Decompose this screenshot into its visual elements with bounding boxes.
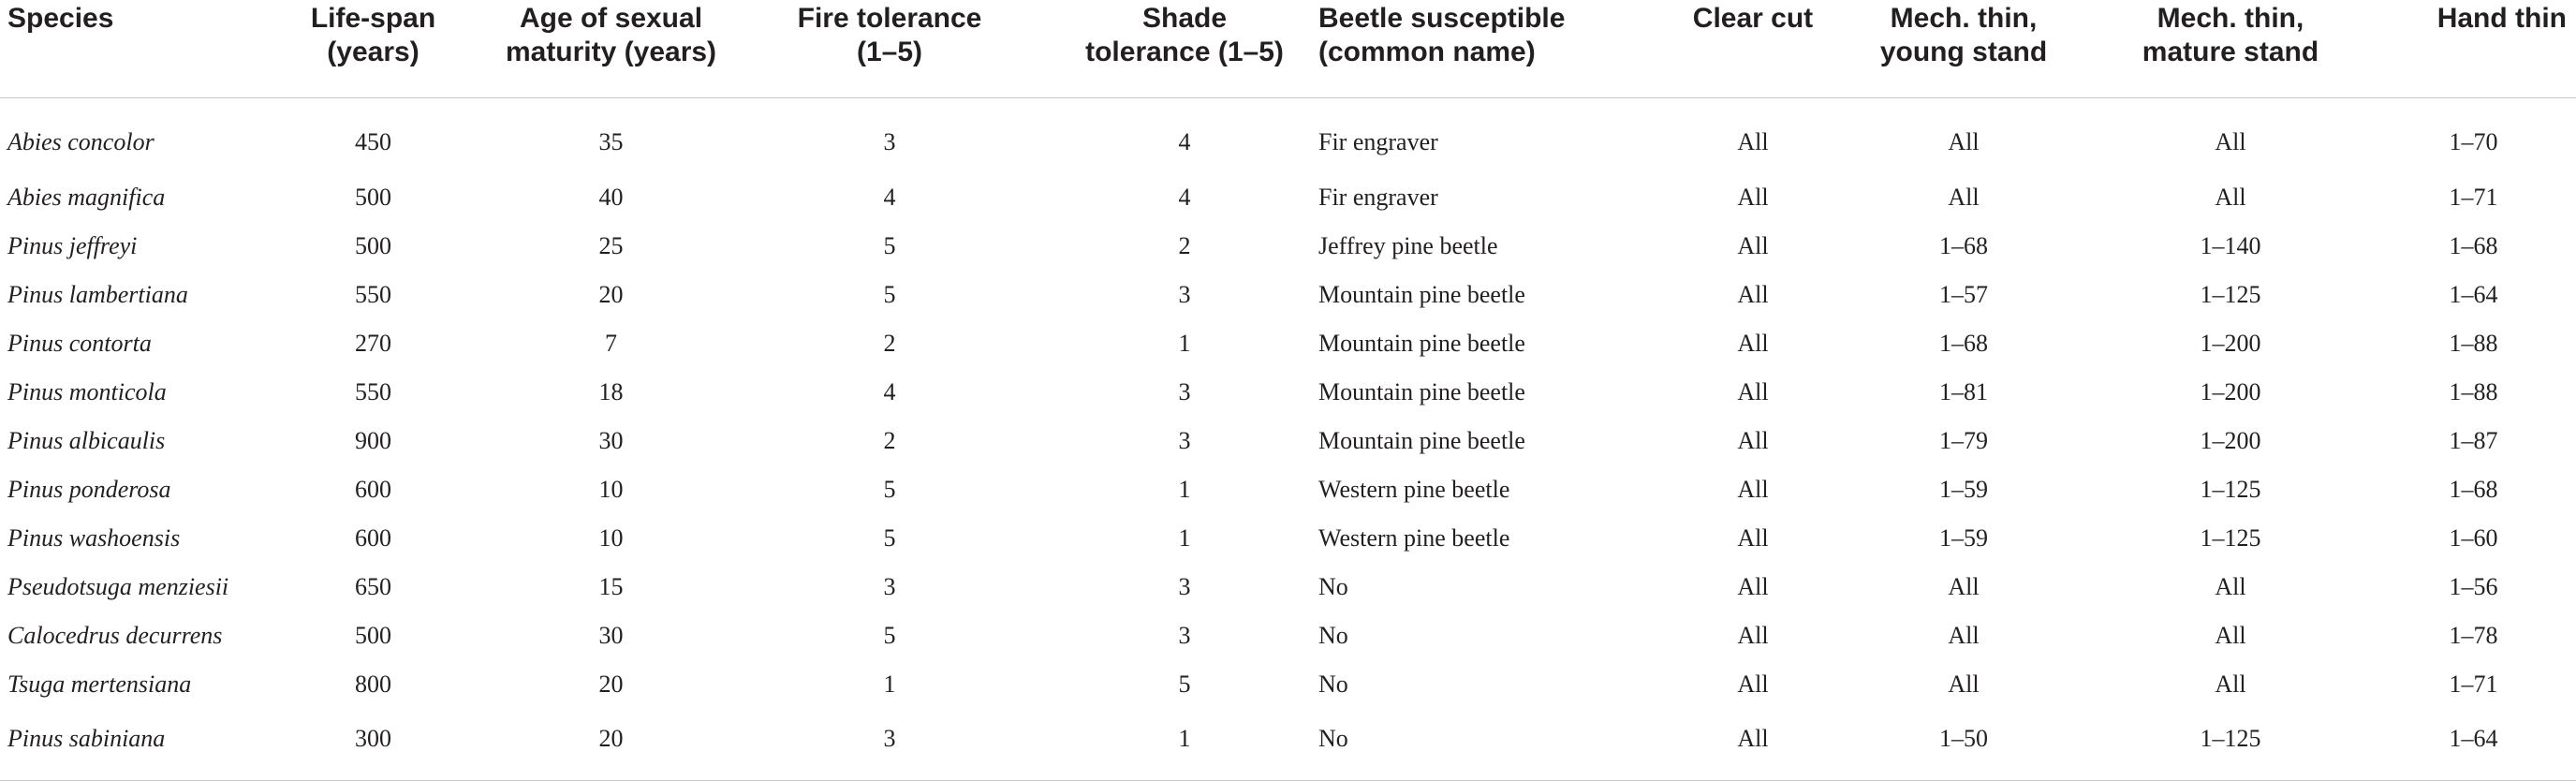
cell-fire-tolerance: 2 <box>883 329 896 357</box>
cell-shade-tolerance: 1 <box>1178 475 1191 503</box>
cell-fire-tolerance: 4 <box>883 377 896 405</box>
cell-hand-thin: 1–88 <box>2449 377 2498 405</box>
cell-shade-tolerance: 1 <box>1178 329 1191 357</box>
column-header-text: Life-span <box>310 3 436 34</box>
cell-beetle-susceptible: Western pine beetle <box>1318 475 1510 503</box>
table-row <box>0 222 2576 271</box>
cell-mech-thin-mature: 1–125 <box>2200 280 2261 308</box>
table-row <box>0 173 2576 222</box>
cell-life-span: 900 <box>355 426 391 454</box>
cell-beetle-susceptible: Western pine beetle <box>1318 523 1510 552</box>
cell-shade-tolerance: 4 <box>1178 127 1191 155</box>
cell-mech-thin-mature: All <box>2215 621 2246 649</box>
cell-shade-tolerance: 1 <box>1178 523 1191 552</box>
cell-age-of-maturity: 35 <box>598 127 624 155</box>
cell-age-of-maturity: 30 <box>598 426 624 454</box>
cell-shade-tolerance: 1 <box>1058 709 1311 781</box>
cell-species: Abies magnifica <box>7 183 166 211</box>
table-body <box>0 97 2576 780</box>
column-header-text: tolerance (1–5) <box>1085 37 1284 67</box>
cell-mech-thin-mature: 1–125 <box>2090 709 2371 781</box>
table-row <box>0 319 2576 368</box>
cell-clear-cut: All <box>1737 127 1769 155</box>
column-header-text: mature stand <box>2142 37 2319 67</box>
cell-species: Calocedrus decurrens <box>7 621 223 649</box>
column-header-text: Clear cut <box>1692 3 1814 34</box>
cell-shade-tolerance: 3 <box>1178 280 1191 308</box>
column-header-mech-thin-mature <box>2090 0 2371 97</box>
column-header-mech-thin-young <box>1837 0 2090 97</box>
column-header-clear-cut <box>1669 0 1837 97</box>
cell-beetle-susceptible: Mountain pine beetle <box>1318 377 1525 405</box>
cell-hand-thin: 1–71 <box>2449 670 2498 698</box>
column-header-species <box>0 0 245 97</box>
cell-clear-cut: All <box>1737 426 1769 454</box>
cell-fire-tolerance: 3 <box>883 127 896 155</box>
cell-hand-thin: 1–60 <box>2449 523 2498 552</box>
table-row <box>0 612 2576 660</box>
cell-age-of-maturity: 20 <box>598 670 624 698</box>
cell-life-span: 300 <box>245 709 501 781</box>
cell-shade-tolerance: 4 <box>1178 183 1191 211</box>
cell-life-span: 500 <box>355 621 391 649</box>
cell-shade-tolerance: 3 <box>1178 572 1191 600</box>
cell-mech-thin-mature: 1–125 <box>2200 475 2261 503</box>
cell-life-span: 650 <box>355 572 391 600</box>
header-row <box>0 0 2576 97</box>
column-header-hand-thin <box>2371 0 2576 97</box>
cell-species: Pinus monticola <box>7 377 167 405</box>
cell-age-of-maturity: 18 <box>598 377 624 405</box>
cell-species: Abies concolor <box>7 127 155 155</box>
cell-hand-thin: 1–68 <box>2449 231 2498 259</box>
cell-age-of-maturity: 20 <box>501 709 721 781</box>
cell-fire-tolerance: 4 <box>883 183 896 211</box>
cell-species: Pinus jeffreyi <box>7 231 138 259</box>
cell-hand-thin: 1–56 <box>2449 572 2498 600</box>
cell-hand-thin: 1–64 <box>2449 280 2498 308</box>
cell-age-of-maturity: 20 <box>598 280 624 308</box>
cell-clear-cut: All <box>1737 183 1769 211</box>
cell-species: Pinus ponderosa <box>7 475 171 503</box>
column-header-text: (1–5) <box>856 37 923 67</box>
cell-mech-thin-young: All <box>1948 183 1980 211</box>
cell-hand-thin: 1–71 <box>2449 183 2498 211</box>
table-header <box>0 0 2576 97</box>
cell-clear-cut: All <box>1669 709 1837 781</box>
cell-hand-thin: 1–78 <box>2449 621 2498 649</box>
cell-mech-thin-mature: 1–125 <box>2200 523 2261 552</box>
cell-mech-thin-mature: 1–200 <box>2200 426 2261 454</box>
column-header-shade-tolerance <box>1058 0 1311 97</box>
cell-mech-thin-young: All <box>1948 670 1980 698</box>
cell-age-of-maturity: 10 <box>598 523 624 552</box>
column-header-text: Hand thin <box>2436 3 2567 34</box>
cell-species: Pinus lambertiana <box>7 280 188 308</box>
cell-fire-tolerance: 5 <box>883 475 896 503</box>
cell-mech-thin-young: 1–81 <box>1939 377 1988 405</box>
column-header-text: maturity (years) <box>505 37 717 67</box>
cell-clear-cut: All <box>1737 377 1769 405</box>
column-header-text: Shade <box>1141 3 1228 34</box>
cell-age-of-maturity: 40 <box>598 183 624 211</box>
cell-species: Pinus albicaulis <box>7 426 166 454</box>
cell-shade-tolerance: 3 <box>1178 426 1191 454</box>
cell-mech-thin-young: 1–50 <box>1837 709 2090 781</box>
cell-age-of-maturity: 10 <box>598 475 624 503</box>
cell-hand-thin: 1–70 <box>2449 127 2498 155</box>
cell-fire-tolerance: 5 <box>883 523 896 552</box>
cell-mech-thin-young: 1–59 <box>1939 475 1988 503</box>
cell-clear-cut: All <box>1737 231 1769 259</box>
cell-shade-tolerance: 2 <box>1178 231 1191 259</box>
cell-shade-tolerance: 5 <box>1178 670 1191 698</box>
cell-fire-tolerance: 3 <box>883 572 896 600</box>
cell-life-span: 500 <box>355 231 391 259</box>
cell-shade-tolerance: 3 <box>1178 621 1191 649</box>
cell-clear-cut: All <box>1737 621 1769 649</box>
cell-fire-tolerance: 2 <box>883 426 896 454</box>
cell-beetle-susceptible: No <box>1318 670 1348 698</box>
column-header-text: Age of sexual <box>519 3 703 34</box>
column-header-fire-tolerance <box>721 0 1058 97</box>
table-row <box>0 271 2576 319</box>
cell-mech-thin-young: All <box>1948 621 1980 649</box>
cell-fire-tolerance: 1 <box>883 670 896 698</box>
cell-species: Pinus washoensis <box>7 523 181 552</box>
cell-mech-thin-mature: All <box>2215 183 2246 211</box>
column-header-beetle-susceptible <box>1311 0 1669 97</box>
table-row <box>0 660 2576 709</box>
column-header-text: Mech. thin, <box>2156 3 2304 34</box>
cell-beetle-susceptible: Fir engraver <box>1318 127 1438 155</box>
cell-species: Pinus contorta <box>7 329 152 357</box>
cell-age-of-maturity: 15 <box>598 572 624 600</box>
cell-mech-thin-young: 1–68 <box>1939 231 1988 259</box>
table-row <box>0 709 2576 781</box>
cell-beetle-susceptible: No <box>1318 621 1348 649</box>
cell-beetle-susceptible: Mountain pine beetle <box>1318 280 1525 308</box>
cell-life-span: 500 <box>355 183 391 211</box>
cell-fire-tolerance: 5 <box>883 621 896 649</box>
cell-age-of-maturity: 30 <box>598 621 624 649</box>
cell-clear-cut: All <box>1737 572 1769 600</box>
table-row <box>0 97 2576 173</box>
cell-life-span: 800 <box>355 670 391 698</box>
column-header-text: young stand <box>1879 37 2048 67</box>
cell-clear-cut: All <box>1737 523 1769 552</box>
cell-mech-thin-mature: 1–140 <box>2200 231 2261 259</box>
cell-hand-thin: 1–64 <box>2371 709 2576 781</box>
cell-mech-thin-mature: 1–200 <box>2200 377 2261 405</box>
cell-mech-thin-mature: All <box>2215 572 2246 600</box>
column-header-text: Beetle susceptible <box>1318 3 1566 34</box>
cell-species: Tsuga mertensiana <box>7 670 192 698</box>
cell-hand-thin: 1–87 <box>2449 426 2498 454</box>
cell-clear-cut: All <box>1737 475 1769 503</box>
cell-age-of-maturity: 25 <box>598 231 624 259</box>
column-header-text: Mech. thin, <box>1890 3 2038 34</box>
cell-species: Pinus sabiniana <box>0 709 245 781</box>
table-row <box>0 563 2576 612</box>
cell-mech-thin-young: 1–57 <box>1939 280 1988 308</box>
cell-mech-thin-young: 1–59 <box>1939 523 1988 552</box>
column-header-age-of-maturity <box>501 0 721 97</box>
cell-mech-thin-mature: 1–200 <box>2200 329 2261 357</box>
cell-mech-thin-mature: All <box>2215 670 2246 698</box>
cell-life-span: 600 <box>355 475 391 503</box>
cell-beetle-susceptible: Fir engraver <box>1318 183 1438 211</box>
cell-mech-thin-mature: All <box>2215 127 2246 155</box>
cell-fire-tolerance: 3 <box>721 709 1058 781</box>
cell-species: Pseudotsuga menziesii <box>7 572 229 600</box>
cell-fire-tolerance: 5 <box>883 280 896 308</box>
cell-age-of-maturity: 7 <box>605 329 617 357</box>
cell-mech-thin-young: 1–68 <box>1939 329 1988 357</box>
cell-beetle-susceptible: No <box>1311 709 1669 781</box>
cell-hand-thin: 1–88 <box>2449 329 2498 357</box>
cell-mech-thin-young: All <box>1948 127 1980 155</box>
cell-beetle-susceptible: Mountain pine beetle <box>1318 329 1525 357</box>
column-header-life-span <box>245 0 501 97</box>
cell-clear-cut: All <box>1737 280 1769 308</box>
cell-life-span: 270 <box>355 329 391 357</box>
cell-life-span: 450 <box>355 127 391 155</box>
cell-mech-thin-young: All <box>1948 572 1980 600</box>
cell-mech-thin-young: 1–79 <box>1939 426 1988 454</box>
column-header-text: Species <box>7 3 114 34</box>
table-row <box>0 465 2576 514</box>
cell-beetle-susceptible: Jeffrey pine beetle <box>1318 231 1498 259</box>
cell-life-span: 600 <box>355 523 391 552</box>
cell-fire-tolerance: 5 <box>883 231 896 259</box>
table-row <box>0 368 2576 417</box>
cell-clear-cut: All <box>1737 329 1769 357</box>
cell-shade-tolerance: 3 <box>1178 377 1191 405</box>
cell-hand-thin: 1–68 <box>2449 475 2498 503</box>
table-row <box>0 514 2576 563</box>
cell-life-span: 550 <box>355 280 391 308</box>
column-header-text: Fire tolerance <box>797 3 982 34</box>
cell-clear-cut: All <box>1737 670 1769 698</box>
column-header-text: (years) <box>327 37 420 67</box>
cell-life-span: 550 <box>355 377 391 405</box>
column-header-text: (common name) <box>1318 37 1536 67</box>
table-row <box>0 417 2576 465</box>
cell-beetle-susceptible: No <box>1318 572 1348 600</box>
cell-beetle-susceptible: Mountain pine beetle <box>1318 426 1525 454</box>
